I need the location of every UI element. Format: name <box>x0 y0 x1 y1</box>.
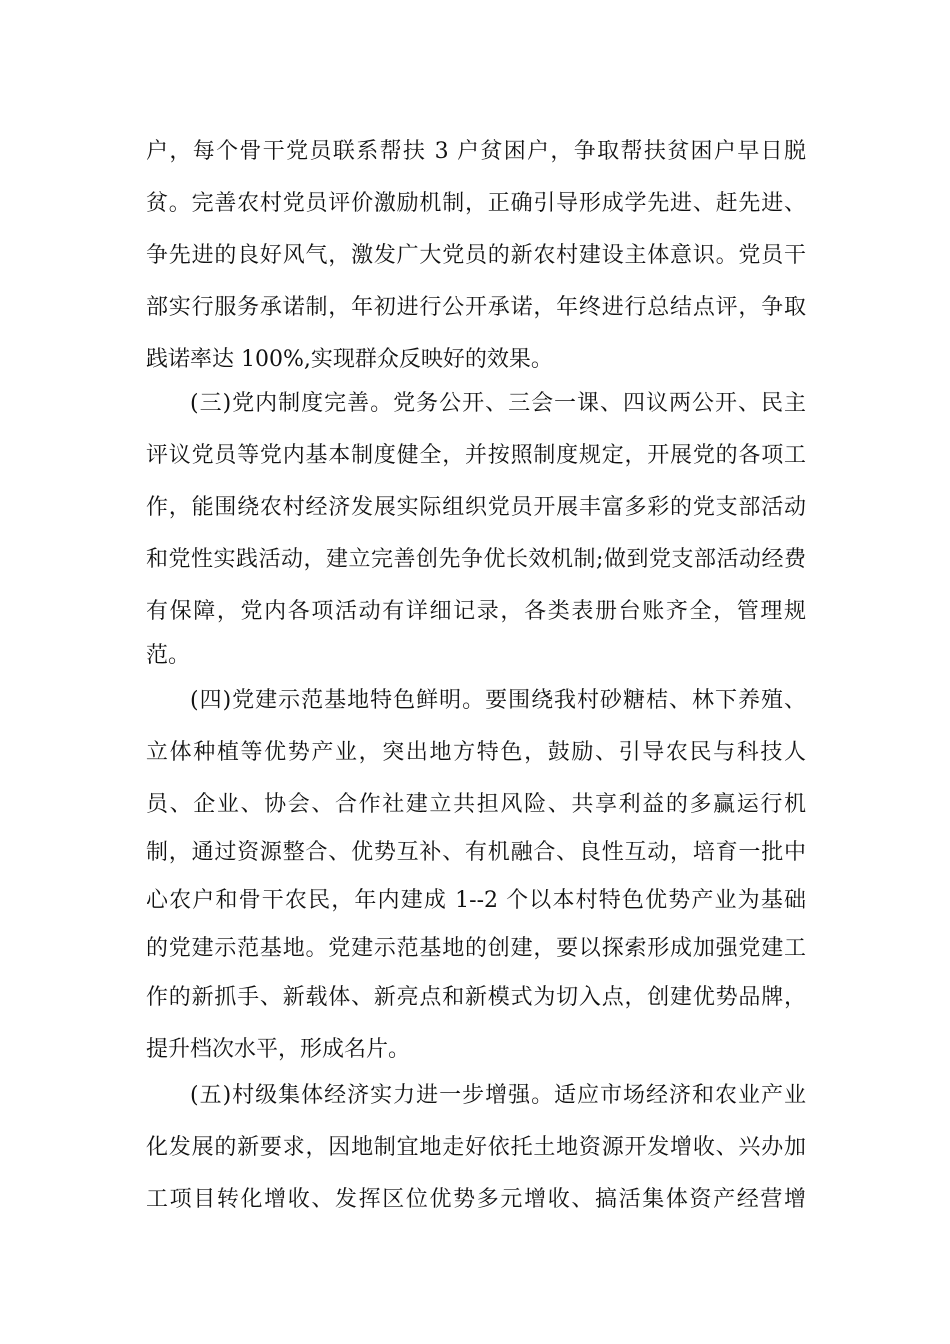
text-line: 员、企业、协会、合作社建立共担风险、共享利益的多赢运行机 <box>146 792 806 817</box>
text-line: 贫。完善农村党员评价激励机制，正确引导形成学先进、赶先进、 <box>146 191 806 216</box>
section-heading-line: (四)党建示范基地特色鲜明。要围绕我村砂糖桔、林下养殖、 <box>190 688 806 713</box>
section-heading-line: (五)村级集体经济实力进一步增强。适应市场经济和农业产业 <box>190 1083 806 1108</box>
text-line: 户，每个骨干党员联系帮扶 3 户贫困户，争取帮扶贫困户早日脱 <box>146 139 806 164</box>
section-heading-line: (三)党内制度完善。党务公开、三会一课、四议两公开、民主 <box>190 391 806 416</box>
text-line: 化发展的新要求，因地制宜地走好依托土地资源开发增收、兴办加 <box>146 1135 806 1160</box>
text-line: 的党建示范基地。党建示范基地的创建，要以探索形成加强党建工 <box>146 936 806 961</box>
text-line: 评议党员等党内基本制度健全，并按照制度规定，开展党的各项工 <box>146 443 806 468</box>
text-line: 工项目转化增收、发挥区位优势多元增收、搞活集体资产经营增 <box>146 1187 806 1212</box>
text-line: 立体种植等优势产业，突出地方特色，鼓励、引导农民与科技人 <box>146 740 806 765</box>
text-line: 作，能围绕农村经济发展实际组织党员开展丰富多彩的党支部活动 <box>146 495 806 520</box>
text-line: 争先进的良好风气，激发广大党员的新农村建设主体意识。党员干 <box>146 243 806 268</box>
text-line: 有保障，党内各项活动有详细记录，各类表册台账齐全，管理规 <box>146 599 806 624</box>
text-line: 提升档次水平，形成名片。 <box>146 1037 411 1062</box>
text-line: 部实行服务承诺制，年初进行公开承诺，年终进行总结点评，争取 <box>146 295 806 320</box>
text-line: 制，通过资源整合、优势互补、有机融合、良性互动，培育一批中 <box>146 840 806 865</box>
text-line: 践诺率达 100%,实现群众反映好的效果。 <box>146 347 553 372</box>
text-line: 和党性实践活动，建立完善创先争优长效机制;做到党支部活动经费 <box>146 547 806 572</box>
text-line: 作的新抓手、新载体、新亮点和新模式为切入点，创建优势品牌， <box>146 985 806 1010</box>
text-line: 心农户和骨干农民，年内建成 1--2 个以本村特色优势产业为基础 <box>146 888 806 913</box>
text-line: 范。 <box>146 643 191 668</box>
